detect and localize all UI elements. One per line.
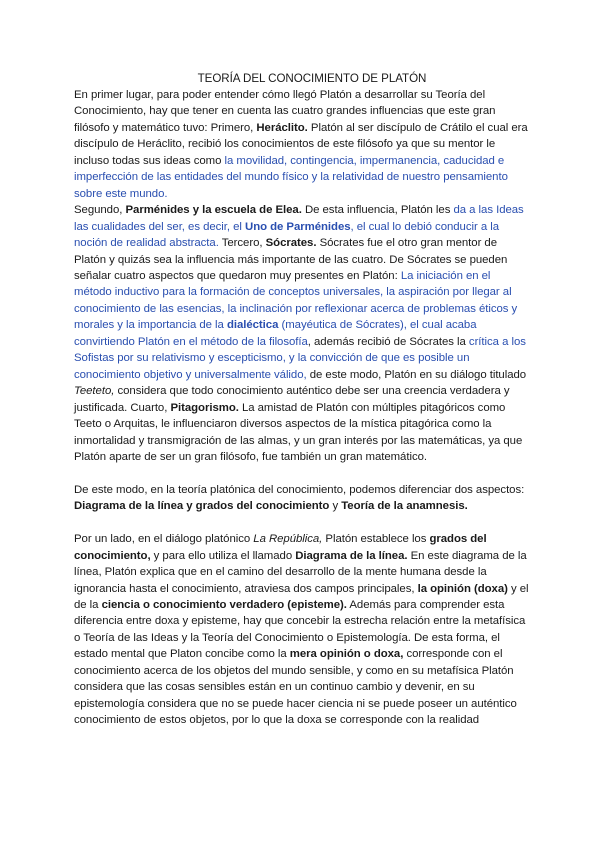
paragraph-diagram-line xyxy=(74,531,530,728)
text-run: Además para comprender esta diferencia entre doxa y episteme, hay que concebir la estrecha relación entre la metafísica o Teoría de las Ideas y la Teoría del Conocimiento o Epistemología. De esta forma, el estado mental que Platon concibe como la xyxy=(74,599,526,661)
bold-text-run: ciencia o conocimiento verdadero (episteme). xyxy=(101,599,347,612)
highlighted-text-run: crítica a los Sofistas por su relativismo y escepticismo, y la convicción de que es posible un conocimiento objetivo y universalmente válido, xyxy=(74,335,526,381)
text-run: En primer lugar, para poder entender cómo llegó Platón a desarrollar su Teoría del Conocimiento, hay que tener en cuenta las cuatro grandes influencias que este gran filósofo y matemático tuvo: Primero, xyxy=(74,89,496,134)
text-run: La amistad de Platón con múltiples pitagóricos como Teeto o Arquitas, le influenciaron diversos aspectos de la mística pitagórica como la inmortalidad y transmigración de las almas, y un gran interés por las matemáticas, ya que Platón aparte de ser un gran filósofo, fue también un gran matemático. xyxy=(74,401,523,463)
highlighted-text-run: da a las Ideas las cualidades del ser, es decir, el xyxy=(74,204,524,233)
highlighted-text-run: la movilidad, contingencia, impermanencia, caducidad e imperfección de las entidades del mundo físico y la relatividad de nuestro pensamiento sobre este mundo. xyxy=(74,154,508,200)
paragraph-spacer xyxy=(74,515,530,531)
text-run: de este modo, Platón en su diálogo titulado xyxy=(306,368,527,381)
bold-text-run: Diagrama de la línea. xyxy=(295,549,408,562)
highlighted-text-run: (mayéutica de Sócrates), el cual acaba convirtiendo Platón en el método de la filosofía xyxy=(74,319,477,348)
text-run: Platón establece los xyxy=(322,533,430,546)
bold-text-run: la opinión (doxa) xyxy=(417,582,508,595)
highlighted-text-run: La iniciación en el método inductivo para la formación de conceptos universales, la aspiración por llegar al conocimiento de las esencias, la inclinación por reflexionar acerca de problemas éticos y morales y la importancia de la xyxy=(74,269,518,332)
text-run: Por un lado, en el diálogo platónico xyxy=(74,533,254,546)
paragraph-spacer xyxy=(74,465,530,481)
text-run: De esta influencia, Platón les xyxy=(301,204,454,217)
paragraph-influences-1 xyxy=(74,87,530,202)
paragraph-aspects-list xyxy=(74,498,530,514)
paragraph-aspects-intro xyxy=(74,482,530,498)
bold-text-run: Pitagorismo. xyxy=(170,401,239,414)
text-run: , además recibió de Sócrates la xyxy=(307,335,469,348)
bold-text-run: Sócrates. xyxy=(265,237,317,250)
bold-text-run: Heráclito. xyxy=(256,121,308,134)
text-run: Platón al ser discípulo de Crátilo el cual era discípulo de Heráclito, recibió los conocimientos de este filósofo ya que su mentor le incluso todas sus ideas como xyxy=(74,121,528,167)
text-run: y el de la xyxy=(74,582,529,612)
document-title: TEORÍA DEL CONOCIMIENTO DE PLATÓN xyxy=(197,72,427,85)
bold-text-run: grados del conocimiento, xyxy=(74,533,487,562)
italic-text-run: Teeteto, xyxy=(74,385,115,398)
text-run: y para ello utiliza el llamado xyxy=(150,549,296,562)
bold-text-run: Uno de Parménides xyxy=(245,220,351,233)
bold-text-run: Teoría de la anamnesis. xyxy=(341,500,468,513)
italic-text-run: La República, xyxy=(253,533,323,546)
bold-text-run: dialéctica xyxy=(226,319,279,332)
bold-text-run: Parménides y la escuela de Elea. xyxy=(125,204,302,217)
text-run: corresponde con el conocimiento acerca de los objetos del mundo sensible, y como en su metafísica Platón considera que las cosas sensibles están en un continuo cambio y devenir, en su epistemología considera que no se puede hacer ciencia ni se puede poseer un auténtico conocimiento de estos objetos, por lo que la doxa se corresponde con la realidad xyxy=(74,648,517,727)
bold-text-run: Diagrama de la línea y grados del conocimiento xyxy=(74,500,330,513)
text-run: y xyxy=(329,500,342,513)
text-run: De este modo, en la teoría platónica del conocimiento, podemos diferenciar dos aspectos: xyxy=(74,483,525,496)
text-run: Tercero, xyxy=(218,237,266,250)
text-run: Sócrates fue el otro gran mentor de Platón y quizás sea la influencia más importante de las cuatro. De Sócrates se pueden señalar cuatro aspectos que quedaron muy presentes en Platón: xyxy=(74,237,508,282)
text-run: considera que todo conocimiento auténtico debe ser una creencia verdadera y justificada. Cuarto, xyxy=(74,385,510,414)
text-run: En este diagrama de la línea, Platón explica que en el camino del desarrollo de la mente humana desde la ignorancia hasta el conocimiento, atraviesa dos campos principales, xyxy=(74,549,527,595)
highlighted-text-run: , el cual lo debió conducir a la noción de realidad abstracta. xyxy=(74,220,499,250)
paragraph-influences-2 xyxy=(74,202,530,465)
bold-text-run: mera opinión o doxa, xyxy=(289,648,404,661)
text-run: Segundo, xyxy=(74,204,126,217)
